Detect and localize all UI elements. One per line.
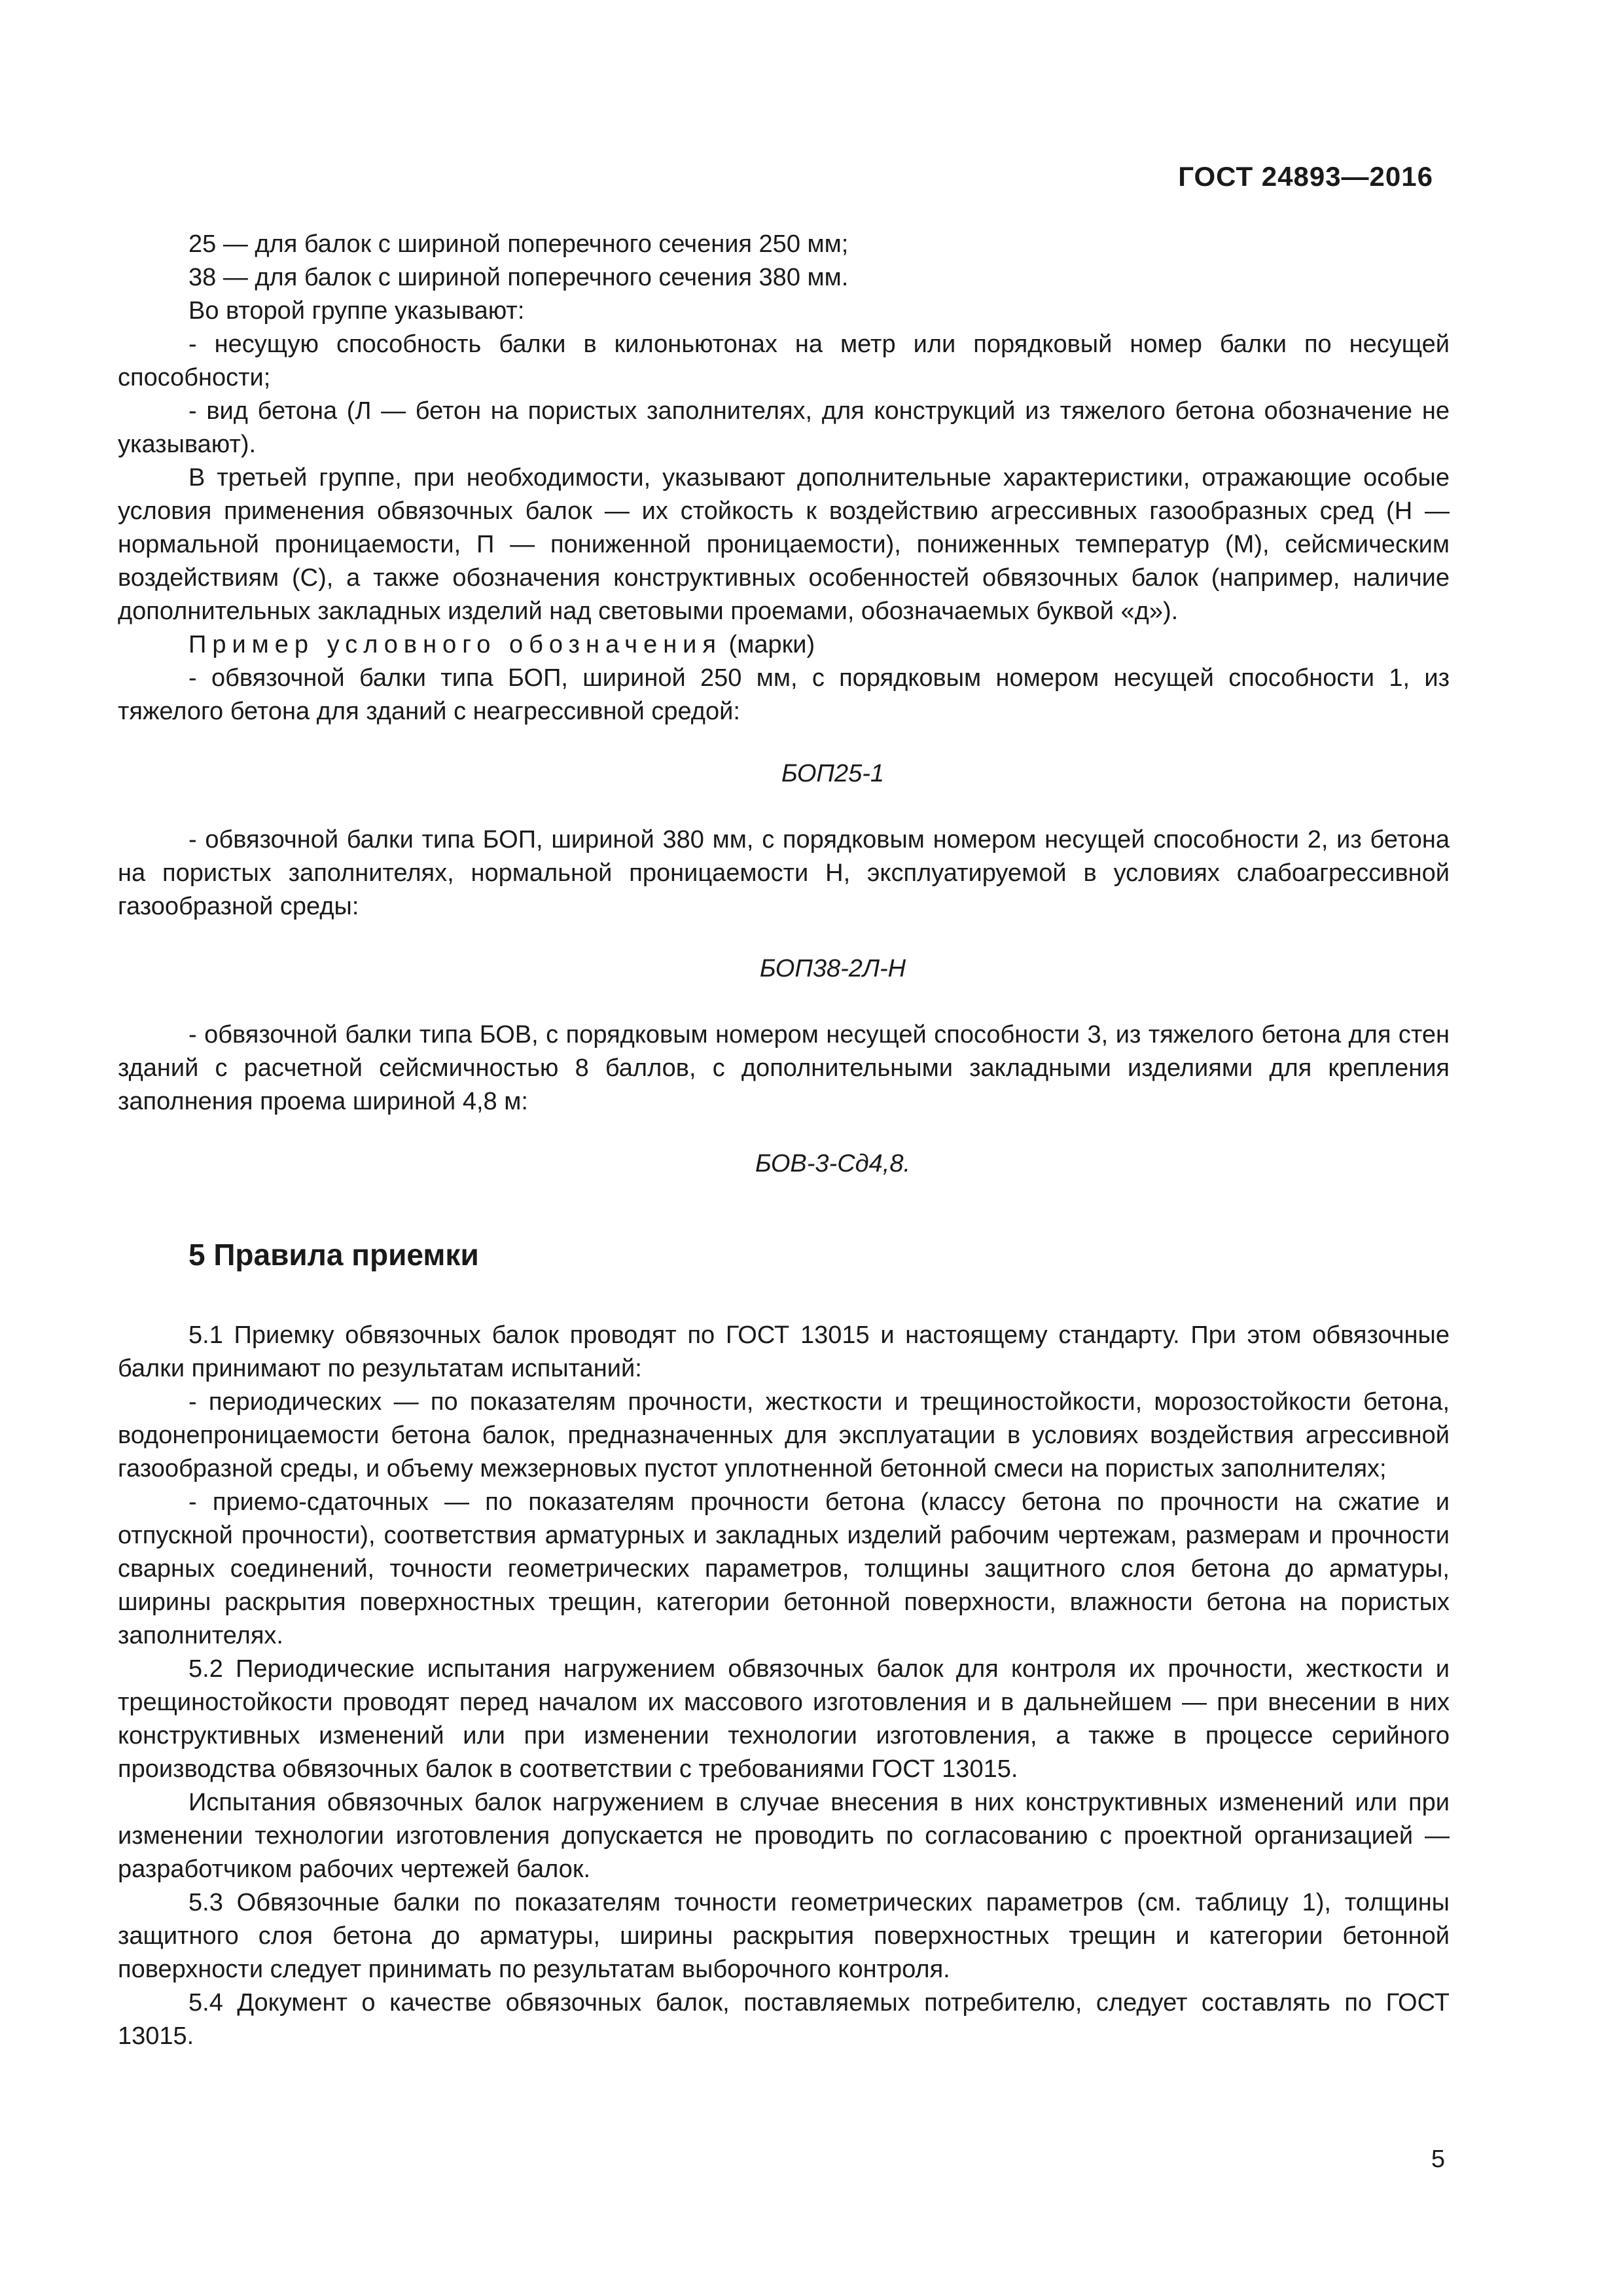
example-2-designation: БОП38-2Л-Н [759,955,906,982]
clause-5-2: 5.2 Периодические испытания нагружением обвязочных балок для контроля их прочности, жесткости и трещиностойкости проводят перед началом их массового изготовления и в дальнейшем — при внесении в них конструктивных изменений или при изменении технологии изготовления, а также в процессе серийного производства обвязочных балок в соответствии с требованиями ГОСТ 13015. [118,1655,1450,1783]
example-3-designation: БОВ-3-Сд4,8. [755,1150,911,1177]
example-2-text: - обвязочной балки типа БОП, шириной 380 мм, с порядковым номером несущей способности 2, из бетона на пористых заполнителях, нормальной проницаемости Н, эксплуатируемой в условиях слабоагрессивной газообразной среды: [118,826,1450,920]
clause-5-2-note: Испытания обвязочных балок нагружением в случае внесения в них конструктивных изменений или при изменении технологии изготовления допускается не проводить по согласованию с проектной организацией — разработчиком рабочих чертежей балок. [118,1789,1450,1883]
paragraph-width-38: 38 — для балок с шириной поперечного сечения 380 мм. [188,264,849,291]
clause-5-1: 5.1 Приемку обвязочных балок проводят по ГОСТ 13015 и настоящему стандарту. При этом обвязочные балки принимают по результатам испытаний: [118,1321,1450,1382]
paragraph-width-25: 25 — для балок с шириной поперечного сечения 250 мм; [188,230,849,258]
clause-5-1-periodic: - периодических — по показателям прочности, жесткости и трещиностойкости, морозостойкости бетона, водонепроницаемости бетона балок, предназначенных для эксплуатации в условиях воздействия агрессивной газообразной среды, и объему межзерновых пустот уплотненной бетонной смеси на пористых заполнителях; [118,1388,1450,1482]
paragraph-second-group: Во второй группе указывают: [188,297,525,325]
example-heading-tail: (марки) [722,631,815,658]
example-1-text: - обвязочной балки типа БОП, шириной 250 мм, с порядковым номером несущей способности 1, из тяжелого бетона для зданий с неагрессивной средой: [118,664,1450,725]
example-heading [118,628,1450,662]
list-item-concrete-type: - вид бетона (Л — бетон на пористых заполнителях, для конструкций из тяжелого бетона обозначение не указывают). [118,397,1450,458]
page-body [118,228,1450,2053]
example-3-text: - обвязочной балки типа БОВ, с порядковым номером несущей способности 3, из тяжелого бетона для стен зданий с расчетной сейсмичностью 8 баллов, с дополнительными закладными изделиями для крепления заполнения проема шириной 4,8 м: [118,1021,1450,1115]
clause-5-1-acceptance: - приемо-сдаточных — по показателям прочности бетона (классу бетона по прочности на сжатие и отпускной прочности), соответствия арматурных и закладных изделий рабочим чертежам, размерам и прочности сварных соединений, точности геометрических параметров, толщины защитного слоя бетона до арматуры, ширины раскрытия поверхностных трещин, категории бетонной поверхности, влажности бетона на пористых заполнителях. [118,1488,1450,1649]
document-code-header: ГОСТ 24893—2016 [1178,161,1433,192]
list-item-load-capacity: - несущую способность балки в килоньютонах на метр или порядковый номер балки по несущей способности; [118,331,1450,391]
section-5-title: 5 Правила приемки [188,1238,479,1272]
clause-5-3: 5.3 Обвязочные балки по показателям точности геометрических параметров (см. таблицу 1), толщины защитного слоя бетона до арматуры, ширины раскрытия поверхностных трещин и категории бетонной поверхности следует принимать по результатам выборочного контроля. [118,1889,1450,1983]
clause-5-4: 5.4 Документ о качестве обвязочных балок, поставляемых потребителю, следует составлять по ГОСТ 13015. [118,1989,1450,2050]
paragraph-third-group: В третьей группе, при необходимости, указывают дополнительные характеристики, отражающие особые условия применения обвязочных балок — их стойкость к воздействию агрессивных газообразных сред (Н — нормальной проницаемости, П — пониженной проницаемости), пониженных температур (М), сейсмическим воздействиям (С), а также обозначения конструктивных особенностей обвязочных балок (например, наличие дополнительных закладных изделий над световыми проемами, обозначаемых буквой «д»). [118,464,1450,625]
page-number: 5 [1431,2145,1445,2173]
example-1-designation: БОП25-1 [781,760,885,787]
example-heading-spaced: Пример условного обозначения [188,631,722,658]
